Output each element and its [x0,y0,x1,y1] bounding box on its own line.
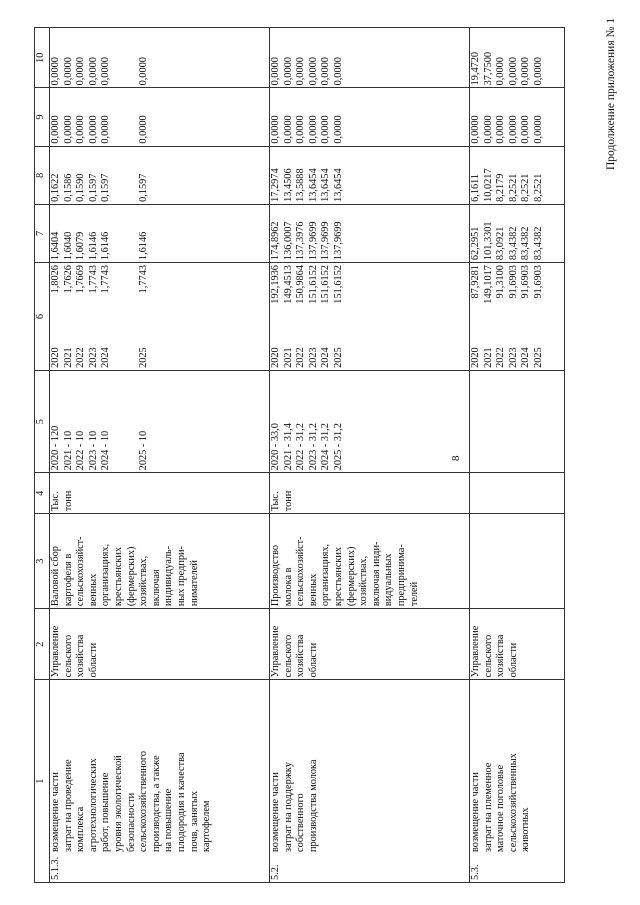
row-col9: 0,0000 0,0000 0,0000 0,0000 0,0000 0,0000 [50,115,150,144]
row-description [470,680,565,883]
data-table [34,27,565,883]
row-col8: 6,1611 10,0217 8,2179 8,2521 8,2521 8,2521 [470,168,544,202]
row-description [270,680,470,883]
row-col8: 0,1622 0,1586 0,1590 0,1597 0,1597 0,1597 [50,173,150,202]
table-row [470,28,565,883]
appendix-label: Продолжение приложения № 1 [605,17,617,170]
header-col-9: 9 [35,88,50,146]
row-agency: Управление сельского хозяйства области [470,625,519,678]
header-col-6: 6 [35,263,50,371]
row-unit: Тыс. тонн [50,490,74,512]
row-col10: 0,0000 0,0000 0,0000 0,0000 0,0000 0,0000 [50,57,150,86]
header-col-4: 4 [35,473,50,514]
row-id: 5.3. [470,864,481,880]
row-text: возмещение части затрат на проведение комплекса агротехнологических работ, повышение уровня экологической безопасности сельскохозяйственного производства, а также на повышение плодородия и качества почв, занятых картофелем [50,751,213,852]
row-agency: Управление сельского хозяйства области [50,625,99,678]
header-row [35,28,50,883]
row-id: 5.1.3. [50,856,61,880]
header-col-8: 8 [35,146,50,204]
row-description [50,680,270,883]
row-target: 2020 - 120 2021 - 10 2022 - 10 2023 - 10 2024 - 10 2025 - 10 [50,425,150,471]
row-text: возмещение части затрат на племенное маточное поголовье сельскохозяйственных животных [470,753,532,852]
row-col7: 62,2951 101,3301 83,0921 83,4382 83,4382 83,4382 [470,221,544,261]
row-indicator: Валовой сбор картофеля в сельскохозяйст- венных организациях, крестьянских (фермерских) хозяйствах, включая индивидуаль- ных предпри- нимателей [50,536,200,607]
header-col-2: 2 [35,609,50,680]
row-col9: 0,0000 0,0000 0,0000 0,0000 0,0000 0,0000 [270,115,344,144]
row-total: 87,9281 149,1017 91,3100 91,6903 91,6903 91,6903 [470,265,544,304]
row-id: 5.2. [270,864,281,880]
row-indicator: Производство молока в сельскохозяйст- венных организациях, крестьянских (фермерских) хозяйствах, включая инди- видуальных предпринима- телей [270,536,420,607]
row-year: 2020 2021 2022 2023 2024 2025 [270,347,344,368]
table-row [50,28,270,883]
row-col9: 0,0000 0,0000 0,0000 0,0000 0,0000 0,0000 [470,115,544,144]
header-col-3: 3 [35,514,50,609]
row-unit: Тыс. тонн [270,490,294,512]
row-col10: 0,0000 0,0000 0,0000 0,0000 0,0000 0,0000 [270,57,344,86]
row-year: 2020 2021 2022 2023 2024 2025 [470,347,544,368]
header-col-10: 10 [35,28,50,88]
header-col-7: 7 [35,204,50,262]
header-col-1: 1 [35,680,50,883]
row-agency: Управление сельского хозяйства области [270,625,319,678]
row-col7: 174,8962 136,0007 137,3976 137,9699 137,9699 137,9699 [270,221,344,261]
row-target: 2020 - 33,0 2021 - 31,4 2022 - 31,2 2023 - 31,2 2024 - 31,2 2025 - 31,2 [270,423,344,471]
page-number: 8 [450,455,462,461]
row-year: 2020 2021 2022 2023 2024 2025 [50,347,150,368]
table-row [270,28,470,883]
row-col8: 17,2974 13,4506 13,5888 13,6454 13,6454 13,6454 [270,168,344,202]
row-total: 192,1936 149,4513 150,9864 151,6152 151,6152 151,6152 [270,265,344,304]
row-total: 1,8026 1,7626 1,7669 1,7743 1,7743 1,7743 [50,265,150,294]
row-col10: 19,4720 37,7500 0,0000 0,0000 0,0000 0,0000 [470,51,544,86]
header-col-5: 5 [35,370,50,472]
row-col7: 1,6404 1,6040 1,6079 1,6146 1,6146 1,6146 [50,231,150,261]
row-text: возмещение части затрат на поддержку собственного производства молока [270,759,319,852]
